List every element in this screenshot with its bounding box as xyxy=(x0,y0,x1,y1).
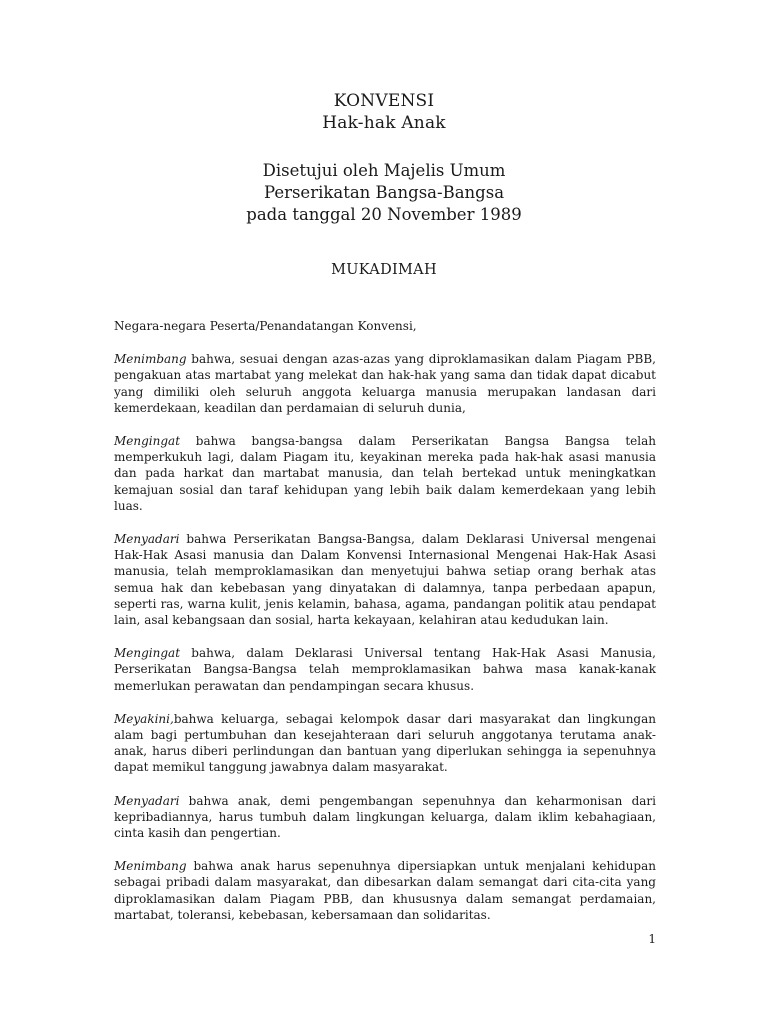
document-title xyxy=(0,90,768,134)
paragraph xyxy=(114,793,656,842)
salutation: Negara-negara Peserta/Penandatangan Konvensi, xyxy=(114,319,417,333)
title-line: KONVENSI xyxy=(333,91,435,111)
paragraph-text: bahwa, sesuai dengan azas-azas yang diproklamasikan dalam Piagam PBB, pengakuan atas martabat yang melekat dan hak-hak yang sama dan tidak dapat dicabut yang dimiliki oleh seluruh anggota keluarga manusia merupakan landasan dari kemerdekaan, keadilan dan perdamaian di seluruh dunia, xyxy=(114,352,656,415)
subtitle-line: Perserikatan Bangsa-Bangsa xyxy=(263,183,505,202)
page-number: 1 xyxy=(648,932,656,946)
paragraph-lead: Menyadari xyxy=(114,532,180,547)
paragraph-text: bahwa keluarga, sebagai kelompok dasar dari masyarakat dan lingkungan alam bagi pertumbuhan dan kesejahteraan dari seluruh anggotanya terutama anak-anak, harus diberi perlindungan dan bantuan yang diperlukan sehingga ia sepenuhnya dapat memikul tanggung jawabnya dalam masyarakat. xyxy=(114,711,656,775)
paragraph-text: bahwa bangsa-bangsa dalam Perserikatan Bangsa Bangsa telah memperkukuh lagi, dalam Piagam itu, keyakinan mereka pada hak-hak asasi manusia dan pada harkat dan martabat manusia, dan telah bertekad untuk meningkatkan kemajuan sosial dan taraf kehidupan yang lebih baik dalam kemerdekaan yang lebih luas. xyxy=(114,434,656,513)
paragraph-lead: Mengingat xyxy=(114,434,181,449)
paragraph xyxy=(114,645,656,694)
paragraph xyxy=(114,351,656,416)
body-text xyxy=(114,318,656,940)
paragraph-lead: Menyadari xyxy=(114,793,180,808)
subtitle-line: pada tanggal 20 November 1989 xyxy=(246,205,522,224)
paragraph xyxy=(114,711,656,776)
paragraph-lead: Menimbang xyxy=(114,859,187,874)
subtitle-line: Disetujui oleh Majelis Umum xyxy=(262,161,506,180)
title-line: Hak-hak Anak xyxy=(322,113,446,133)
document-subtitle xyxy=(0,160,768,226)
paragraph-lead: Mengingat xyxy=(114,646,181,661)
paragraph xyxy=(114,858,656,923)
paragraph-text: bahwa anak, demi pengembangan sepenuhnya dan keharmonisan dari kepribadiannya, harus tumbuh dalam lingkungan keluarga, dalam iklim kebahagiaan, cinta kasih dan pengertian. xyxy=(114,793,656,841)
paragraph-text: bahwa anak harus sepenuhnya dipersiapkan untuk menjalani kehidupan sebagai pribadi dalam masyarakat, dan dibesarkan dalam semangat dari cita-cita yang diproklamasikan dalam Piagam PBB, dan khususnya dalam semangat perdamaian, martabat, toleransi, kebebasan, kebersamaan dan solidaritas. xyxy=(114,859,656,922)
paragraph-text: bahwa, dalam Deklarasi Universal tentang Hak-Hak Asasi Manusia, Perserikatan Bangsa-Bangsa telah memproklamasikan bahwa masa kanak-kanak memerlukan perawatan dan pendampingan secara khusus. xyxy=(114,646,656,693)
paragraph-lead: Menimbang xyxy=(114,352,187,367)
paragraph-text: bahwa Perserikatan Bangsa-Bangsa, dalam Deklarasi Universal mengenai Hak-Hak Asasi manusia dan Dalam Konvensi Internasional Mengenai Hak-Hak Asasi manusia, telah memproklamasikan dan menyetujui bahwa setiap orang berhak atas semua hak dan kebebasan yang dinyatakan di dalamnya, tanpa perbedaan apapun, seperti ras, warna kulit, jenis kelamin, bahasa, agama, pandangan politik atau pendapat lain, asal kebangsaan dan sosial, harta kekayaan, kelahiran atau kedudukan lain. xyxy=(114,532,656,628)
paragraph xyxy=(114,433,656,514)
section-heading: MUKADIMAH xyxy=(331,262,437,278)
paragraph xyxy=(114,531,656,628)
paragraph-lead: Meyakini, xyxy=(114,711,174,726)
